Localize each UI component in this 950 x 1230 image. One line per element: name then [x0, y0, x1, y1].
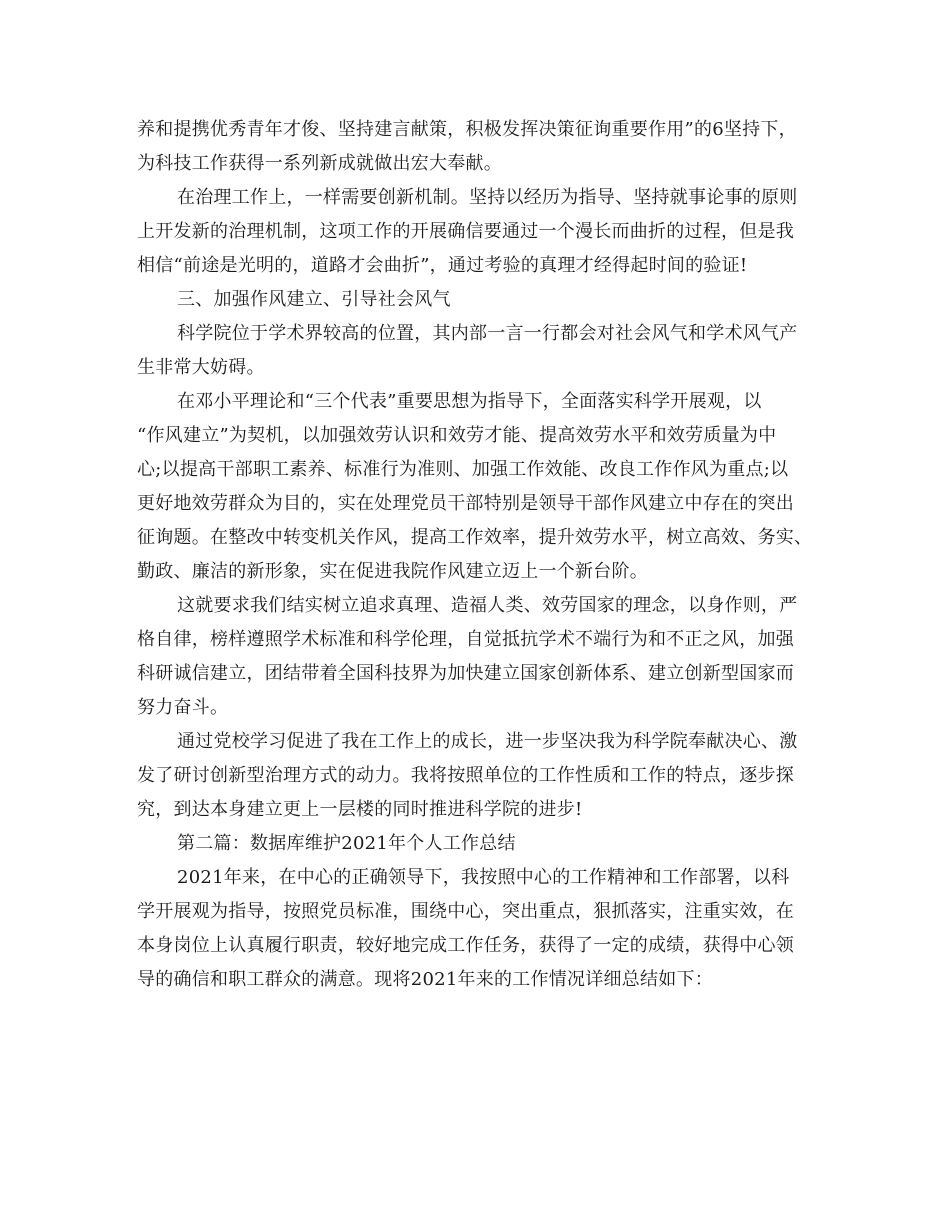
text-line: 努力奋斗。 [137, 697, 229, 718]
section-heading [137, 283, 821, 317]
paragraph-9 [137, 861, 821, 997]
text-line: 究，到达本身建立更上一层楼的同时推进科学院的进步! [137, 799, 583, 820]
text-line: 本身岗位上认真履行职责，较好地完成工作任务，获得了一定的成绩，获得中心领 [137, 935, 794, 956]
document-body [137, 113, 821, 997]
text-line: 这就要求我们结实树立追求真理、造福人类、效劳国家的理念，以身作则，严 [177, 595, 798, 616]
text-line: 导的确信和职工群众的满意。现将2021年来的工作情况详细总结如下： [137, 969, 714, 990]
text-line: 格自律，榜样遵照学术标准和科学伦理，自觉抵抗学术不端行为和不正之风，加强 [137, 629, 794, 650]
text-line: 更好地效劳群众为目的，实在处理党员干部特别是领导干部作风建立中存在的突出 [137, 493, 794, 514]
text-line: 三、加强作风建立、引导社会风气 [177, 289, 451, 310]
article-title [137, 827, 821, 861]
paragraph-6 [137, 589, 821, 725]
paragraph-4 [137, 317, 821, 385]
text-line: 第二篇：数据库维护2021年个人工作总结 [177, 833, 516, 854]
paragraph-1 [137, 113, 821, 181]
text-line: 科研诚信建立，团结带着全国科技界为加快建立国家创新体系、建立创新型国家而 [137, 663, 794, 684]
text-line: 2021年来，在中心的正确领导下，我按照中心的工作精神和工作部署，以科 [177, 867, 790, 888]
text-line: 征询题。在整改中转变机关作风，提高工作效率，提升效劳水平，树立高效、务实、 [137, 527, 813, 548]
paragraph-5 [137, 385, 821, 589]
text-line: 通过党校学习促进了我在工作上的成长，进一步坚决我为科学院奉献决心、激 [177, 731, 798, 752]
paragraph-2 [137, 181, 821, 283]
text-line: 在治理工作上，一样需要创新机制。坚持以经历为指导、坚持就事论事的原则 [177, 187, 798, 208]
text-line: 科学院位于学术界较高的位置，其内部一言一行都会对社会风气和学术风气产 [177, 323, 798, 344]
text-line: 心;以提高干部职工素养、标准行为准则、加强工作效能、改良工作作风为重点;以 [137, 459, 789, 480]
text-line: 学开展观为指导，按照党员标准，围绕中心，突出重点，狠抓落实，注重实效，在 [137, 901, 794, 922]
text-line: 相信“前途是光明的，道路才会曲折”，通过考验的真理才经得起时间的验证! [137, 255, 748, 276]
text-line: 在邓小平理论和“三个代表”重要思想为指导下，全面落实科学开展观，以 [177, 391, 762, 412]
text-line: 发了研讨创新型治理方式的动力。我将按照单位的工作性质和工作的特点，逐步探 [137, 765, 794, 786]
text-line: 勤政、廉洁的新形象，实在促进我院作风建立迈上一个新台阶。 [137, 561, 648, 582]
paragraph-7 [137, 725, 821, 827]
text-line: 生非常大妨碍。 [137, 357, 265, 378]
text-line: “作风建立”为契机，以加强效劳认识和效劳才能、提高效劳水平和效劳质量为中 [137, 425, 777, 446]
text-line: 上开发新的治理机制，这项工作的开展确信要通过一个漫长而曲折的过程，但是我 [137, 221, 794, 242]
text-line: 为科技工作获得一系列新成就做出宏大奉献。 [137, 153, 502, 174]
text-line: 养和提携优秀青年才俊、坚持建言献策，积极发挥决策征询重要作用”的6坚持下， [137, 119, 797, 140]
